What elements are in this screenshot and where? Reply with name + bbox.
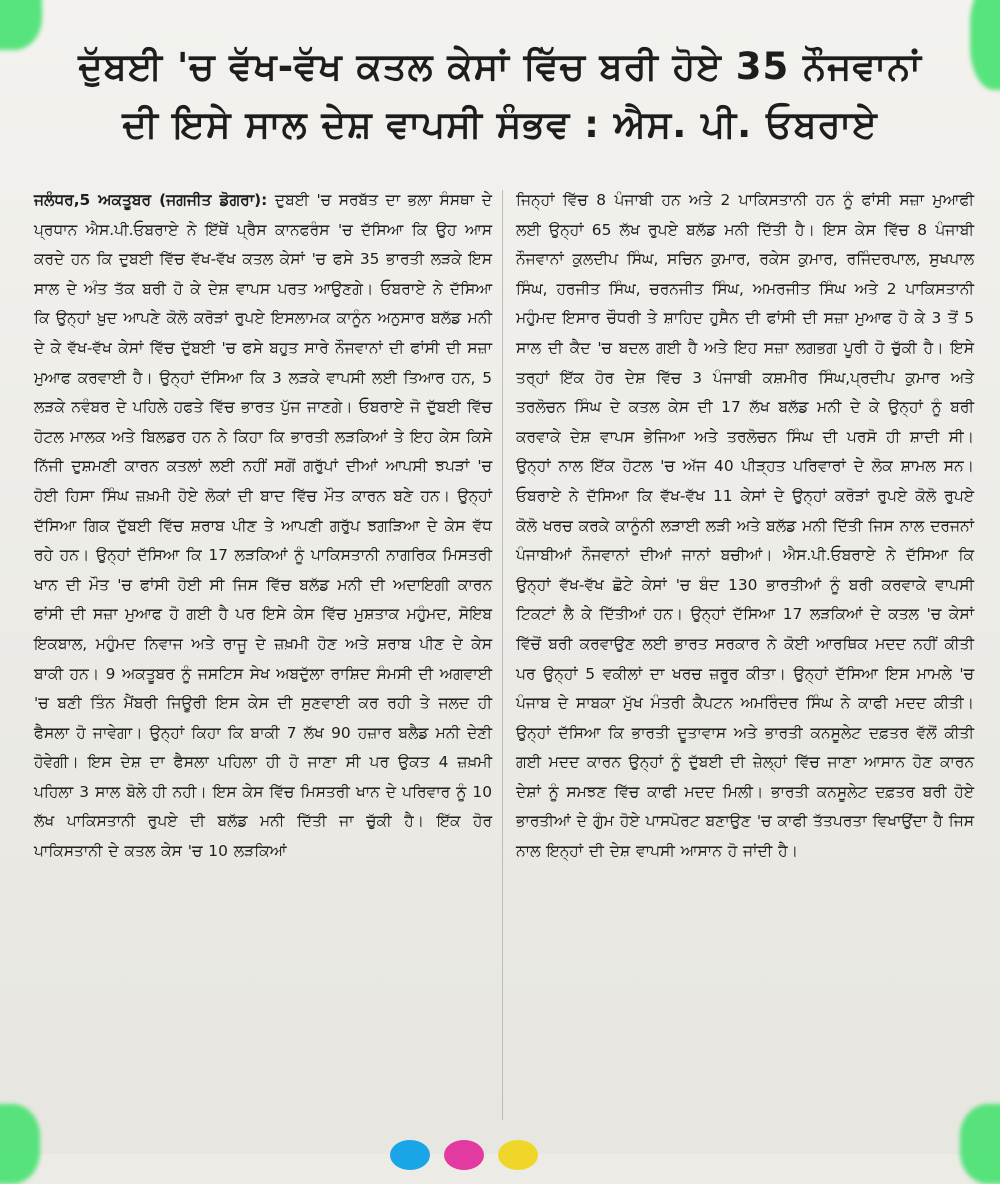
registration-dot-yellow xyxy=(498,1140,538,1170)
headline-line-1: ਦੁੱਬਈ 'ਚ ਵੱਖ-ਵੱਖ ਕਤਲ ਕੇਸਾਂ ਵਿੱਚ ਬਰੀ ਹੋਏ 35 ਨੌਜਵਾਨਾਂ xyxy=(78,45,922,88)
column-2-text: ਜਿਨ੍ਹਾਂ ਵਿੱਚ 8 ਪੰਜਾਬੀ ਹਨ ਅਤੇ 2 ਪਾਕਿਸਤਾਨੀ ਹਨ ਨੂੰ ਫਾਂਸੀ ਸਜ਼ਾ ਮੁਆਫੀ ਲਈ ਉਨ੍ਹਾਂ 65 ਲੱਖ ਰੁਪਏ ਬਲੱਡ ਮਨੀ ਦਿੱਤੀ ਹੈ। ਇਸ ਕੇਸ ਵਿੱਚ 8 ਪੰਜਾਬੀ ਨੌਜਵਾਨਾਂ ਕੁਲਦੀਪ ਸਿੰਘ, ਸਚਿਨ ਕੁਮਾਰ, ਰਕੇਸ ਕੁਮਾਰ, ਰਜਿੰਦਰਪਾਲ, ਸੁਖਪਾਲ ਸਿੰਘ, ਹਰਜੀਤ ਸਿੰਘ, ਚਰਨਜੀਤ ਸਿੰਘ, ਅਮਰਜੀਤ ਸਿੰਘ ਅਤੇ 2 ਪਾਕਿਸਤਾਨੀ ਮਹੁੰਮਦ ਇਸਾਰ ਚੌਧਰੀ ਤੇ ਸ਼ਾਹਿਦ ਹੁਸੈਨ ਦੀ ਫਾਂਸੀ ਦੀ ਸਜ਼ਾ ਮੁਆਫ ਹੋ ਕੇ 3 ਤੋਂ 5 ਸਾਲ ਦੀ ਕੈਦ 'ਚ ਬਦਲ ਗਈ ਹੈ ਅਤੇ ਇਹ ਸਜ਼ਾ ਲਗਭਗ ਪੂਰੀ ਹੋ ਚੁੱਕੀ ਹੈ। ਇਸੇ ਤਰ੍ਹਾਂ ਇੱਕ ਹੋਰ ਦੇਸ਼ ਵਿੱਚ 3 ਪੰਜਾਬੀ ਕਸ਼ਮੀਰ ਸਿੰਘ,ਪ੍ਰਦੀਪ ਕੁਮਾਰ ਅਤੇ ਤਰਲੋਚਨ ਸਿੰਘ ਦੇ ਕਤਲ ਕੇਸ ਦੀ 17 ਲੱਖ ਬਲੱਡ ਮਨੀ ਦੇ ਕੇ ਉਨ੍ਹਾਂ ਨੂੰ ਬਰੀ ਕਰਵਾਕੇ ਦੇਸ਼ ਵਾਪਸ ਭੇਜਿਆ ਅਤੇ ਤਰਲੋਚਨ ਸਿੰਘ ਦੀ ਪਰਸੋ ਹੀ ਸ਼ਾਦੀ ਸੀ। ਉਨ੍ਹਾਂ ਨਾਲ ਇੱਕ ਹੋਟਲ 'ਚ ਅੱਜ 40 ਪੀੜ੍ਹਤ ਪਰਿਵਾਰਾਂ ਦੇ ਲੋਕ ਸ਼ਾਮਲ ਸਨ। ਓਬਰਾਏ ਨੇ ਦੱਸਿਆ ਕਿ ਵੱਖ-ਵੱਖ 11 ਕੇਸਾਂ ਦੇ ਉਨ੍ਹਾਂ ਕਰੋੜਾਂ ਰੁਪਏ ਕੋਲੋ ਰੁਪਏ ਕੋਲੋ ਖਰਚ ਕਰਕੇ ਕਾਨੂੰਨੀ ਲੜਾਈ ਲੜੀ ਅਤੇ ਬਲੱਡ ਮਨੀ ਦਿੱਤੀ ਜਿਸ ਨਾਲ ਦਰਜਨਾਂ ਪੰਜਾਬੀਆਂ ਨੌਜਵਾਨਾਂ ਦੀਆਂ ਜਾਨਾਂ ਬਚੀਆਂ। ਐਸ.ਪੀ.ਓਬਰਾਏ ਨੇ ਦੱਸਿਆ ਕਿ ਉਨ੍ਹਾਂ ਵੱਖ-ਵੱਖ ਛੋਟੇ ਕੇਸਾਂ 'ਚ ਬੰਦ 130 ਭਾਰਤੀਆਂ ਨੂੰ ਬਰੀ ਕਰਵਾਕੇ ਵਾਪਸੀ ਟਿਕਟਾਂ ਲੈ ਕੇ ਦਿੱਤੀਆਂ ਹਨ। ਉਨ੍ਹਾਂ ਦੱਸਿਆ 17 ਲੜਕਿਆਂ ਦੇ ਕਤਲ 'ਚ ਕੇਸਾਂ ਵਿੱਚੋਂ ਬਰੀ ਕਰਵਾਉਣ ਲਈ ਭਾਰਤ ਸਰਕਾਰ ਨੇ ਕੋਈ ਆਰਥਿਕ ਮਦਦ ਨਹੀਂ ਕੀਤੀ ਪਰ ਉਨ੍ਹਾਂ 5 ਵਕੀਲਾਂ ਦਾ ਖਰਚ ਜ਼ਰੂਰ ਕੀਤਾ। ਉਨ੍ਹਾਂ ਦੱਸਿਆ ਇਸ ਮਾਮਲੇ 'ਚ ਪੰਜਾਬ ਦੇ ਸਾਬਕਾ ਮੁੱਖ ਮੰਤਰੀ ਕੈਪਟਨ ਅਮਰਿੰਦਰ ਸਿੰਘ ਨੇ ਕਾਫੀ ਮਦਦ ਕੀਤੀ। ਉਨ੍ਹਾਂ ਦੱਸਿਆ ਕਿ ਭਾਰਤੀ ਦੂਤਾਵਾਸ ਅਤੇ ਭਾਰਤੀ ਕਨਸੂਲੇਟ ਦਫ਼ਤਰ ਵੱਲੋਂ ਕੀਤੀ ਗਈ ਮਦਦ ਕਾਰਨ ਉਨ੍ਹਾਂ ਨੂੰ ਦੁੱਬਈ ਦੀ ਜ਼ੇਲ੍ਹਾਂ ਵਿੱਚ ਜਾਣਾ ਆਸਾਨ ਹੋਣ ਕਾਰਨ ਦੇਸ਼ਾਂ ਨੂੰ ਸਮਝਣ ਵਿੱਚ ਕਾਫੀ ਮਦਦ ਮਿਲੀ। ਭਾਰਤੀ ਕਨਸੂਲੇਟ ਦਫ਼ਤਰ ਬਰੀ ਹੋਏ ਭਾਰਤੀਆਂ ਦੇ ਗੁੰਮ ਹੋਏ ਪਾਸਪੋਰਟ ਬਣਾਉਣ 'ਚ ਕਾਫੀ ਤੱਤਪਰਤਾ ਵਿਖਾਉਂਦਾ ਹੈ ਜਿਸ ਨਾਲ ਇਨ੍ਹਾਂ ਦੀ ਦੇਸ਼ ਵਾਪਸੀ ਆਸਾਨ ਹੋ ਜਾਂਦੀ ਹੈ। xyxy=(516,191,975,861)
article-body xyxy=(34,186,974,1136)
dateline: ਜਲੰਧਰ,5 ਅਕਤੂਬਰ (ਜਗਜੀਤ ਡੋਗਰਾ): xyxy=(34,191,268,209)
registration-dot-blue xyxy=(390,1140,430,1170)
article-paragraph xyxy=(34,186,492,867)
print-registration-marks xyxy=(390,1140,538,1170)
registration-dot-magenta xyxy=(444,1140,484,1170)
headline xyxy=(20,38,980,154)
headline-line-2: ਦੀ ਇਸੇ ਸਾਲ ਦੇਸ਼ ਵਾਪਸੀ ਸੰਭਵ : ਐਸ. ਪੀ. ਓਬਰਾਏ xyxy=(122,103,878,146)
article-column-2 xyxy=(516,186,974,1136)
article-column-1 xyxy=(34,186,492,1136)
column-1-text: ਦੁਬਈ 'ਚ ਸਰਬੱਤ ਦਾ ਭਲਾ ਸੰਸਥਾ ਦੇ ਪ੍ਰਧਾਨ ਐਸ.ਪੀ.ਓਬਰਾਏ ਨੇ ਇੱਥੇਂ ਪ੍ਰੈਸ ਕਾਨਫਰੰਸ 'ਚ ਦੱਸਿਆ ਕਿ ਉਹ ਆਸ ਕਰਦੇ ਹਨ ਕਿ ਦੁਬਈ ਵਿੱਚ ਵੱਖ-ਵੱਖ ਕਤਲ ਕੇਸਾਂ 'ਚ ਫਸੇ 35 ਭਾਰਤੀ ਲੜਕੇ ਇਸ ਸਾਲ ਦੇ ਅੰਤ ਤੱਕ ਬਰੀ ਹੋ ਕੇ ਦੇਸ਼ ਵਾਪਸ ਪਰਤ ਆਉਣਗੇ। ਓਬਰਾਏ ਨੇ ਦੱਸਿਆ ਕਿ ਉਨ੍ਹਾਂ ਖ਼ੁਦ ਆਪਣੇ ਕੋਲੋ ਕਰੋੜਾਂ ਰੁਪਏ ਇਸਲਾਮਕ ਕਾਨੂੰਨ ਅਨੁਸਾਰ ਬਲੱਡ ਮਨੀ ਦੇ ਕੇ ਵੱਖ-ਵੱਖ ਕੇਸਾਂ ਵਿੱਚ ਦੁੱਬਈ 'ਚ ਫਸੇ ਬਹੁਤ ਸਾਰੇ ਨੌਜਵਾਨਾਂ ਦੀ ਫਾਂਸੀ ਦੀ ਸਜ਼ਾ ਮੁਆਫ ਕਰਵਾਈ ਹੈ। ਉਨ੍ਹਾਂ ਦੱਸਿਆ ਕਿ 3 ਲੜਕੇ ਵਾਪਸੀ ਲਈ ਤਿਆਰ ਹਨ, 5 ਲੜਕੇ ਨਵੰਬਰ ਦੇ ਪਹਿਲੇ ਹਫਤੇ ਵਿੱਚ ਭਾਰਤ ਪੁੱਜ ਜਾਣਗੇ। ਓਬਰਾਏ ਜੋ ਦੁੱਬਈ ਵਿੱਚ ਹੋਟਲ ਮਾਲਕ ਅਤੇ ਬਿਲਡਰ ਹਨ ਨੇ ਕਿਹਾ ਕਿ ਭਾਰਤੀ ਲੜਕਿਆਂ ਤੇ ਇਹ ਕੇਸ ਕਿਸੇ ਨਿੱਜੀ ਦੁਸ਼ਮਣੀ ਕਾਰਨ ਕਤਲਾਂ ਲਈ ਨਹੀਂ ਸਗੋਂ ਗਰੁੱਪਾਂ ਦੀਆਂ ਆਪਸੀ ਝਪੜਾਂ 'ਚ ਹੋਈ ਹਿਸਾ ਸਿੰਘ ਜ਼ਖ਼ਮੀ ਹੋਏ ਲੋਕਾਂ ਦੀ ਬਾਦ ਵਿੱਚ ਮੌਤ ਕਾਰਨ ਬਣੇ ਹਨ। ਉਨ੍ਹਾਂ ਦੱਸਿਆ ਗਿਕ ਦੁੱਬਈ ਵਿੱਚ ਸ਼ਰਾਬ ਪੀਣ ਤੇ ਆਪਣੀ ਗਰੁੱਪ ਝਗੜਿਆ ਦੇ ਕੇਸ ਵੱਧ ਰਹੇ ਹਨ। ਉਨ੍ਹਾਂ ਦੱਸਿਆ ਕਿ 17 ਲੜਕਿਆਂ ਨੂੰ ਪਾਕਿਸਤਾਨੀ ਨਾਗਰਿਕ ਮਿਸਤਰੀ ਖਾਨ ਦੀ ਮੌਤ 'ਚ ਫਾਂਸੀ ਹੋਈ ਸੀ ਜਿਸ ਵਿੱਚ ਬਲੱਡ ਮਨੀ ਦੀ ਅਦਾਇਗੀ ਕਾਰਨ ਫਾਂਸੀ ਦੀ ਸਜ਼ਾ ਮੁਆਫ ਹੋ ਗਈ ਹੈ ਪਰ ਇਸੇ ਕੇਸ ਵਿੱਚ ਮੁਸ਼ਤਾਕ ਮਹੁੰਮਦ, ਸੋਇਬ ਇਕਬਾਲ, ਮਹੁੰਮਦ ਨਿਵਾਜ ਅਤੇ ਰਾਜੂ ਦੇ ਜ਼ਖ਼ਮੀ ਹੋਣ ਅਤੇ ਸ਼ਰਾਬ ਪੀਣ ਦੇ ਕੇਸ ਬਾਕੀ ਹਨ। 9 ਅਕਤੂਬਰ ਨੂੰ ਜਸਟਿਸ ਸੇਖ ਅਬਦੁੱਲਾ ਰਾਸ਼ਿਦ ਸੰਮਸੀ ਦੀ ਅਗਵਾਈ 'ਚ ਬਣੀ ਤਿੰਨ ਮੈਂਬਰੀ ਜਿਊਰੀ ਇਸ ਕੇਸ ਦੀ ਸੁਣਵਾਈ ਕਰ ਰਹੀ ਤੇ ਜਲਦ ਹੀ ਫੈਸਲਾ ਹੋ ਜਾਵੇਗਾ। ਉਨ੍ਹਾਂ ਕਿਹਾ ਕਿ ਬਾਕੀ 7 ਲੱਖ 90 ਹਜ਼ਾਰ ਬਲੈਡ ਮਨੀ ਦੇਣੀ ਹੋਵੇਗੀ। ਇਸ ਦੇਸ਼ ਦਾ ਫੈਸਲਾ ਪਹਿਲਾ ਹੀ ਹੋ ਜਾਣਾ ਸੀ ਪਰ ਉਕਤ 4 ਜ਼ਖ਼ਮੀ ਪਹਿਲਾ 3 ਸਾਲ ਬੋਲੇ ਹੀ ਨਹੀ। ਇਸ ਕੇਸ ਵਿੱਚ ਮਿਸਤਰੀ ਖਾਨ ਦੇ ਪਰਿਵਾਰ ਨੂੰ 10 ਲੱਖ ਪਾਕਿਸਤਾਨੀ ਰੁਪਏ ਦੀ ਬਲੱਡ ਮਨੀ ਦਿੱਤੀ ਜਾ ਚੁੱਕੀ ਹੈ। ਇੱਕ ਹੋਰ ਪਾਕਿਸਤਾਨੀ ਦੇ ਕਤਲ ਕੇਸ 'ਚ 10 ਲੜਕਿਆਂ xyxy=(34,191,492,861)
